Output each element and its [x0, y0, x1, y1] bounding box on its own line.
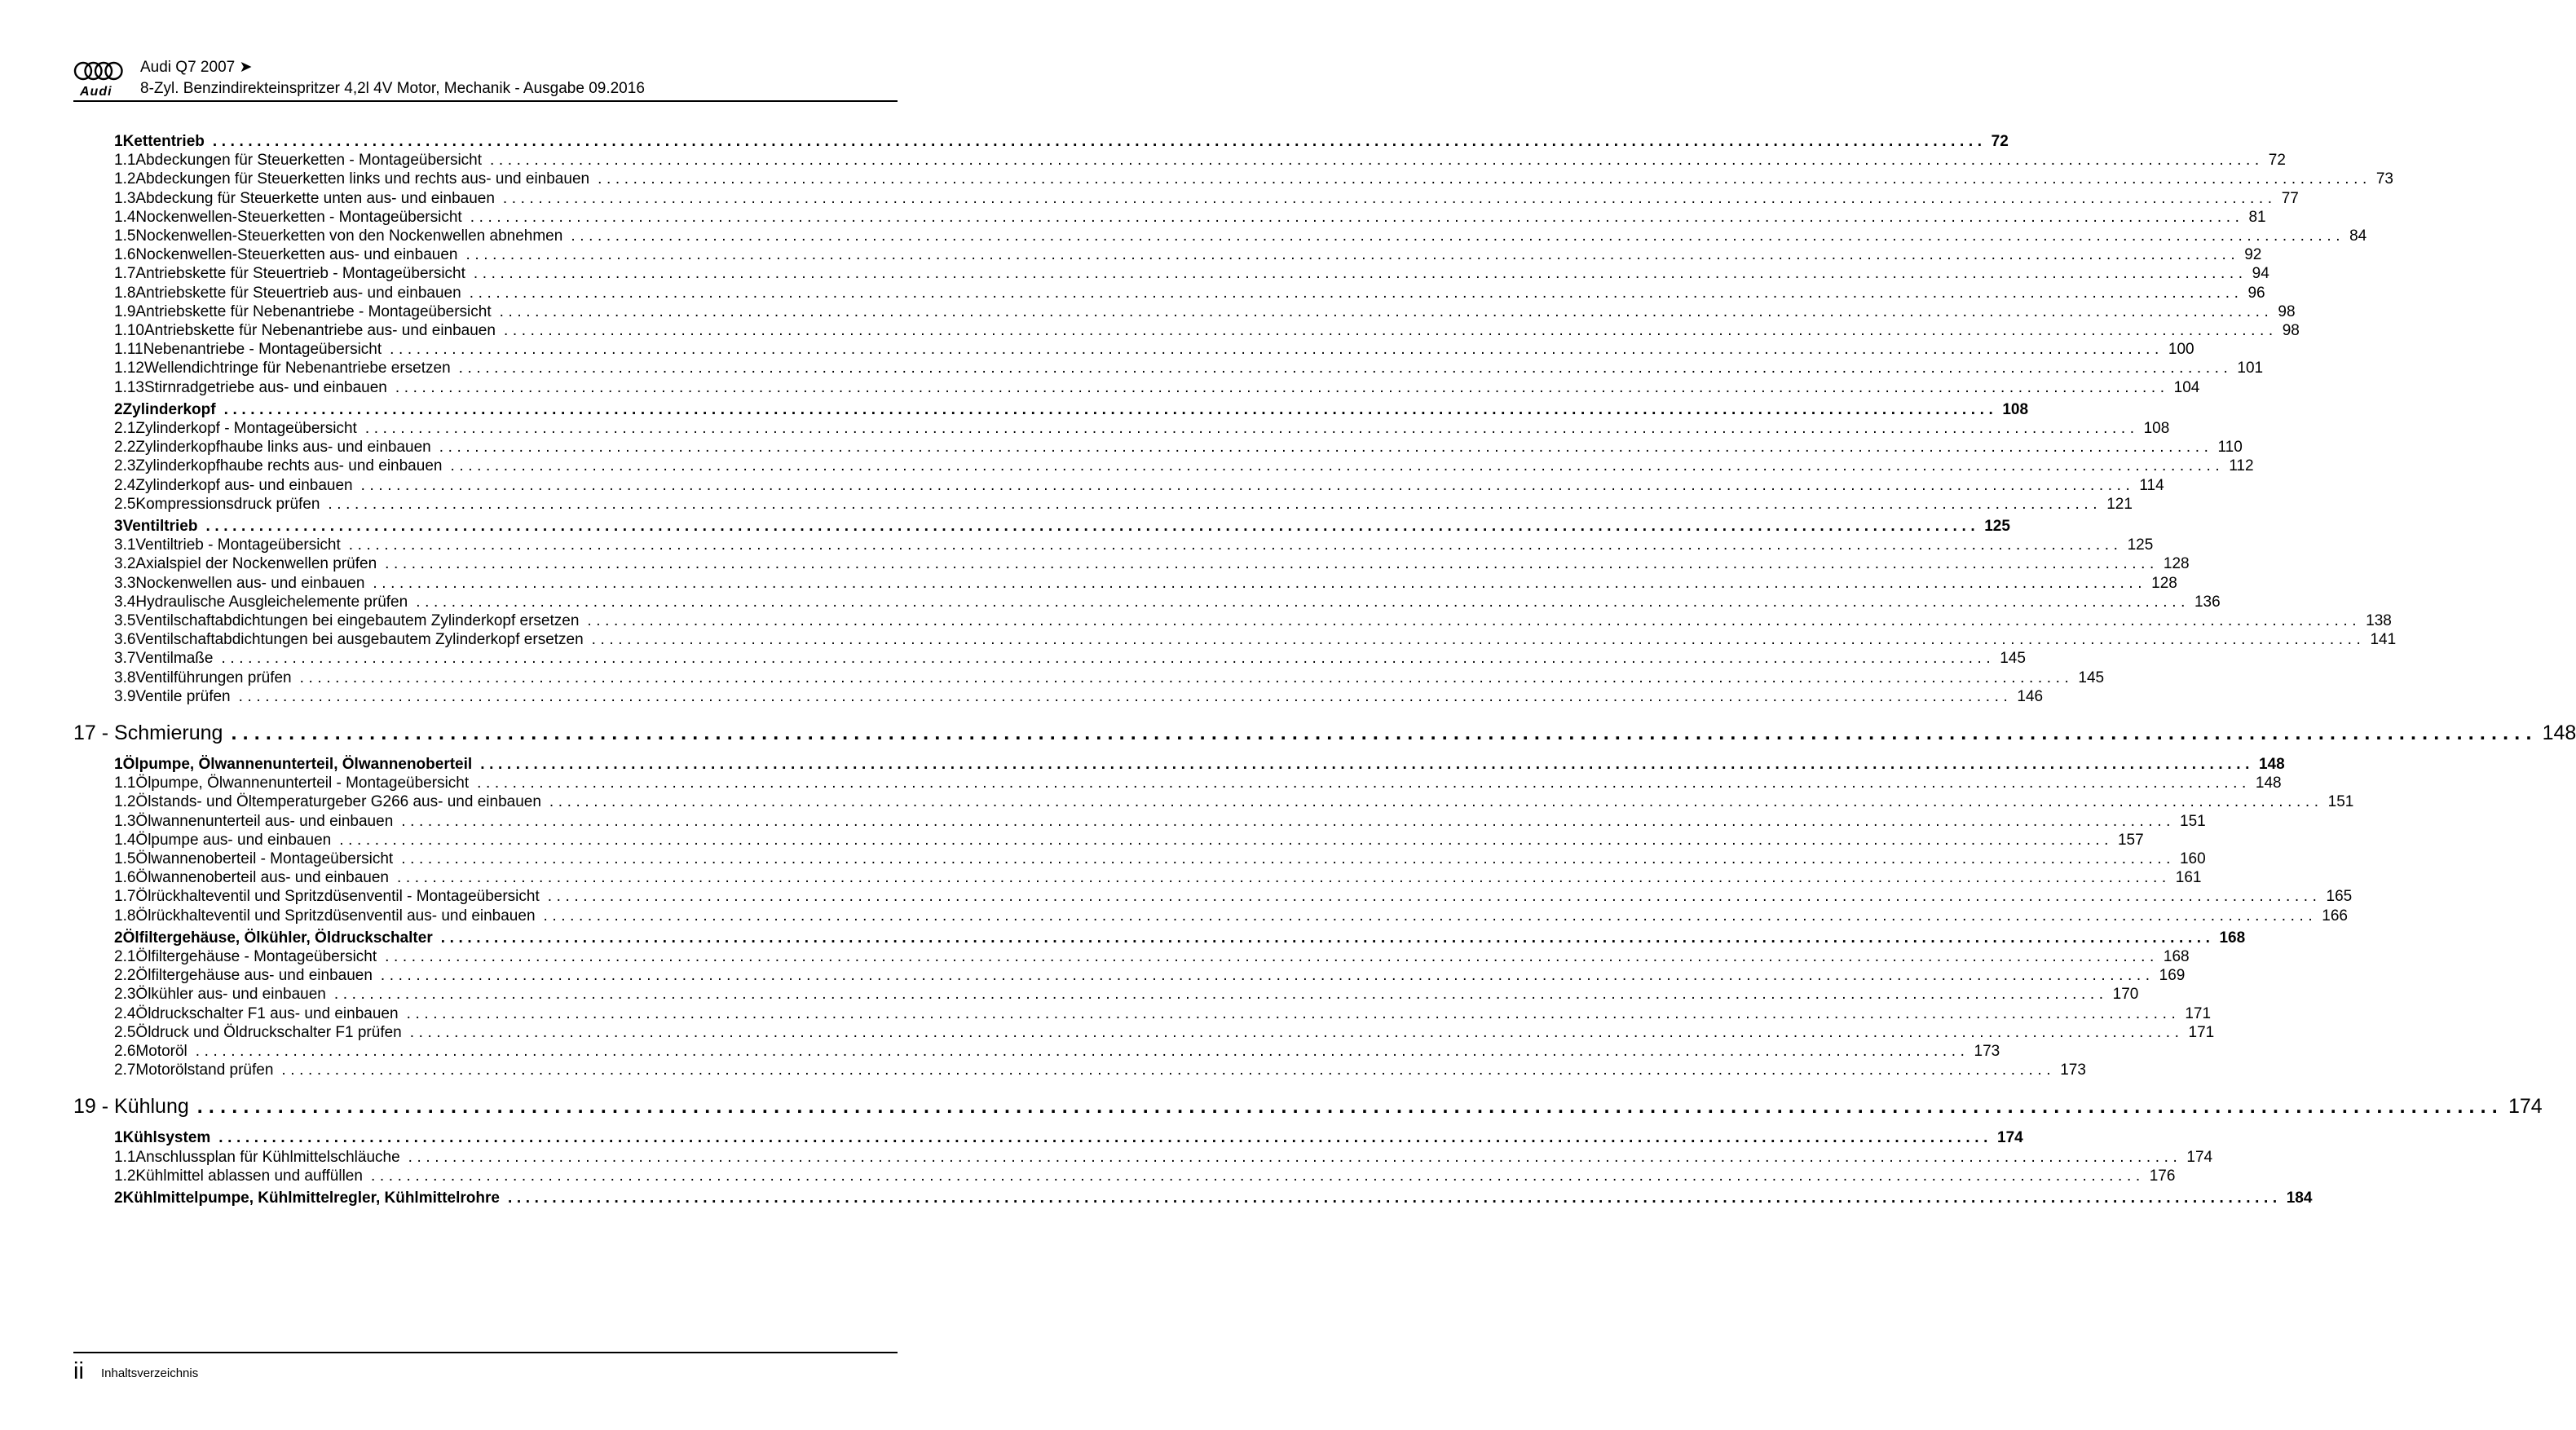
toc-title: Abdeckungen für Steuerketten - Montageübersicht — [135, 152, 483, 170]
toc-page-number: 141 — [2370, 631, 2397, 649]
toc-number: 1.2 — [114, 1167, 136, 1185]
toc-entry[interactable] — [114, 1023, 2215, 1045]
toc-title: Abdeckung für Steuerkette unten aus- und einbauen — [135, 189, 495, 207]
toc-entry[interactable] — [114, 967, 2186, 988]
toc-number: 3.1 — [114, 536, 136, 554]
toc-entry[interactable] — [114, 495, 2133, 517]
toc-entry[interactable] — [114, 1043, 2000, 1064]
toc-number: 2.2 — [114, 439, 136, 457]
toc-title: Zylinderkopf - Montageübersicht — [135, 420, 357, 437]
toc-leader-dots: ........................................................................................................................................................................................................ — [480, 756, 2254, 773]
toc-number: 1.1 — [114, 1148, 136, 1166]
toc-leader-dots: ........................................................................................................................................................................................................ — [401, 850, 2175, 867]
toc-title: Ventilmaße — [135, 650, 214, 668]
toc-page-number: 101 — [2237, 360, 2264, 377]
toc-number: 3.4 — [114, 593, 136, 611]
toc-entry[interactable] — [114, 476, 2164, 498]
toc-entry[interactable] — [114, 152, 2286, 173]
toc-title: Kühlmittel ablassen und auffüllen — [135, 1167, 363, 1185]
toc-number: 3.7 — [114, 650, 136, 668]
toc-page-number: 98 — [2282, 322, 2300, 339]
toc-title: Ölpumpe, Ölwannenunterteil, Ölwannenoberteil — [122, 756, 473, 773]
toc-page-number: 176 — [2149, 1167, 2176, 1185]
toc-page-number: 112 — [2229, 457, 2254, 475]
toc-title: Axialspiel der Nockenwellen prüfen — [135, 555, 377, 573]
document-model-title: Audi Q7 2007 ➤ — [140, 59, 253, 76]
toc-title: Ventilschaftabdichtungen bei ausgebautem Zylinderkopf ersetzen — [135, 631, 584, 649]
toc-page-number: 73 — [2375, 170, 2393, 188]
toc-title: Wellendichtringe für Nebenantriebe ersetzen — [143, 360, 451, 377]
toc-number: 3.6 — [114, 631, 136, 649]
toc-title: Antriebskette für Nebenantriebe - Montageübersicht — [135, 302, 492, 320]
toc-number: 1.6 — [114, 246, 136, 264]
toc-entry[interactable] — [114, 189, 2299, 211]
toc-number: 1 — [114, 1129, 123, 1147]
toc-title: Ölfiltergehäuse, Ölkühler, Öldruckschalter — [122, 929, 433, 947]
toc-number: 3.2 — [114, 555, 136, 573]
toc-leader-dots: ........................................................................................................................................................................................................ — [465, 246, 2240, 264]
toc-entry[interactable] — [114, 246, 2262, 267]
toc-leader-dots: ........................................................................................................................................................................................................ — [231, 722, 2538, 744]
toc-number: 1.8 — [114, 907, 136, 925]
toc-page-number: 184 — [2286, 1189, 2313, 1207]
toc-leader-dots: ........................................................................................................................................................................................................ — [223, 400, 1998, 418]
toc-leader-dots: ........................................................................................................................................................................................................ — [591, 631, 2366, 649]
toc-title: Nockenwellen-Steuerketten aus- und einbauen — [135, 246, 458, 264]
toc-leader-dots: ........................................................................................................................................................................................................ — [406, 1004, 2181, 1022]
toc-page-number: 174 — [2186, 1148, 2213, 1166]
toc-title: Ventile prüfen — [135, 687, 231, 705]
toc-entry[interactable] — [114, 775, 2282, 796]
toc-page-number: 165 — [2326, 888, 2353, 906]
toc-title: Ölwannenoberteil aus- und einbauen — [135, 869, 389, 887]
toc-chapter[interactable] — [73, 1095, 2543, 1123]
toc-entry[interactable] — [114, 536, 2154, 558]
toc-title: Anschlussplan für Kühlmittelschläuche — [135, 1148, 400, 1166]
toc-title: Ventiltrieb - Montageübersicht — [135, 536, 341, 554]
toc-leader-dots: ........................................................................................................................................................................................................ — [543, 907, 2318, 925]
toc-page-number: 128 — [2163, 555, 2190, 573]
toc-leader-dots: ........................................................................................................................................................................................................ — [547, 888, 2322, 906]
toc-entry[interactable] — [114, 687, 2044, 709]
toc-number: 3.9 — [114, 687, 136, 705]
toc-page-number: 146 — [2017, 687, 2044, 705]
toc-leader-dots: ........................................................................................................................................................................................................ — [339, 831, 2113, 849]
toc-title: Antriebskette für Nebenantriebe aus- und einbauen — [143, 322, 496, 339]
toc-entry[interactable] — [114, 227, 2367, 249]
toc-page-number: 171 — [2185, 1004, 2212, 1022]
toc-leader-dots: ........................................................................................................................................................................................................ — [507, 1189, 2282, 1207]
toc-title: Ventilführungen prüfen — [135, 669, 292, 686]
toc-number: 1.9 — [114, 302, 136, 320]
toc-entry[interactable] — [114, 322, 2300, 343]
toc-leader-dots: ........................................................................................................................................................................................................ — [408, 1148, 2182, 1166]
toc-number: 2.2 — [114, 967, 136, 985]
toc-number: 1 — [114, 133, 123, 150]
toc-page-number: 168 — [2163, 948, 2190, 965]
toc-leader-dots: ........................................................................................................................................................................................................ — [238, 687, 2013, 705]
toc-leader-dots: ........................................................................................................................................................................................................ — [328, 495, 2102, 513]
toc-entry[interactable] — [114, 650, 2026, 671]
toc-title: Kettentrieb — [122, 133, 205, 150]
toc-title: Ventilschaftabdichtungen bei eingebautem Zylinderkopf ersetzen — [135, 612, 580, 629]
toc-leader-dots: ........................................................................................................................................................................................................ — [401, 812, 2176, 830]
toc-leader-dots: ........................................................................................................................................................................................................ — [450, 457, 2225, 475]
toc-leader-dots: ........................................................................................................................................................................................................ — [385, 555, 2159, 573]
toc-title: Ölstands- und Öltemperaturgeber G266 aus- und einbauen — [135, 793, 541, 811]
toc-leader-dots: ........................................................................................................................................................................................................ — [370, 1167, 2145, 1185]
toc-title: Antriebskette für Steuertrieb - Montageübersicht — [135, 265, 465, 283]
toc-number: 1.3 — [114, 812, 136, 830]
toc-entry[interactable] — [114, 907, 2348, 929]
toc-entry[interactable] — [114, 669, 2105, 691]
toc-page-number: 92 — [2244, 246, 2262, 264]
toc-entry[interactable] — [114, 1167, 2176, 1189]
toc-title: Kompressionsdruck prüfen — [135, 495, 320, 513]
footer-divider — [73, 1352, 898, 1353]
toc-leader-dots: ........................................................................................................................................................................................................ — [396, 869, 2171, 887]
toc-leader-dots: ........................................................................................................................................................................................................ — [503, 322, 2278, 339]
toc-entry[interactable] — [114, 208, 2266, 230]
toc-title: Öldruckschalter F1 aus- und einbauen — [135, 1004, 399, 1022]
toc-leader-dots: ........................................................................................................................................................................................................ — [390, 341, 2164, 359]
toc-page-number: 77 — [2281, 189, 2299, 207]
toc-title: Kühlmittelpumpe, Kühlmittelregler, Kühlmittelrohre — [122, 1189, 500, 1207]
toc-page-number: 108 — [2002, 400, 2029, 418]
toc-title: Motoröl — [135, 1043, 187, 1060]
toc-section[interactable] — [114, 1189, 2313, 1211]
toc-entry[interactable] — [114, 1061, 2086, 1083]
toc-page-number: 104 — [2173, 378, 2200, 396]
toc-number: 2.7 — [114, 1061, 136, 1079]
page-header — [73, 57, 898, 101]
toc-title: Motorölstand prüfen — [135, 1061, 274, 1079]
toc-page-number: 84 — [2349, 227, 2367, 245]
toc-leader-dots: ........................................................................................................................................................................................................ — [439, 439, 2213, 457]
toc-title: Nockenwellen aus- und einbauen — [135, 574, 365, 592]
toc-page-number: 166 — [2322, 907, 2348, 925]
toc-title: Zylinderkopf — [122, 400, 216, 418]
toc-entry[interactable] — [114, 302, 2296, 324]
toc-page-number: 136 — [2194, 593, 2221, 611]
toc-number: 3.8 — [114, 669, 136, 686]
toc-leader-dots: ........................................................................................................................................................................................................ — [348, 536, 2123, 554]
toc-leader-dots: ........................................................................................................................................................................................................ — [212, 133, 1987, 150]
toc-number: 3.5 — [114, 612, 136, 629]
toc-leader-dots: ........................................................................................................................................................................................................ — [571, 227, 2345, 245]
toc-entry[interactable] — [114, 265, 2269, 286]
toc-entry[interactable] — [114, 1148, 2213, 1170]
toc-page-number: 128 — [2151, 574, 2177, 592]
toc-page-number: 157 — [2117, 831, 2144, 849]
toc-entry[interactable] — [114, 574, 2177, 596]
toc-page-number: 169 — [2159, 967, 2186, 985]
toc-page-number: 121 — [2106, 495, 2133, 513]
toc-number: 2 — [114, 1189, 123, 1207]
toc-page-number: 174 — [1997, 1129, 2023, 1147]
toc-number: 1.2 — [114, 170, 136, 188]
toc-number: 2.6 — [114, 1043, 136, 1060]
toc-title: Zylinderkopfhaube rechts aus- und einbauen — [135, 457, 443, 475]
toc-chapter[interactable] — [73, 722, 2576, 749]
toc-page-number: 96 — [2247, 284, 2265, 302]
toc-title: Nebenantriebe - Montageübersicht — [143, 341, 382, 359]
toc-number: 2.4 — [114, 1004, 136, 1022]
toc-number: 1.10 — [114, 322, 144, 339]
toc-page-number: 138 — [2366, 612, 2392, 629]
toc-leader-dots: ........................................................................................................................................................................................................ — [364, 420, 2139, 437]
toc-page-number: 108 — [2143, 420, 2170, 437]
toc-page-number: 174 — [2508, 1095, 2543, 1119]
toc-number: 2 — [114, 929, 123, 947]
toc-page-number: 114 — [2139, 476, 2164, 494]
brand-wordmark: Audi — [80, 85, 112, 99]
toc-number: 1.4 — [114, 831, 136, 849]
toc-page-number: 148 — [2255, 775, 2282, 792]
toc-title: Stirnradgetriebe aus- und einbauen — [143, 378, 387, 396]
toc-page-number: 72 — [1991, 133, 2009, 150]
toc-entry[interactable] — [114, 986, 2139, 1007]
toc-page-number: 81 — [2248, 208, 2266, 226]
toc-section[interactable] — [114, 756, 2285, 777]
toc-leader-dots: ........................................................................................................................................................................................................ — [598, 170, 2371, 188]
toc-number: 1 — [114, 756, 123, 773]
toc-entry[interactable] — [114, 793, 2354, 814]
toc-title: 17 - Schmierung — [73, 722, 223, 744]
toc-section[interactable] — [114, 929, 2246, 951]
toc-page-number: 168 — [2219, 929, 2246, 947]
toc-number: 3 — [114, 518, 123, 535]
toc-leader-dots: ........................................................................................................................................................................................................ — [587, 612, 2362, 629]
toc-entry[interactable] — [114, 420, 2170, 441]
toc-leader-dots: ........................................................................................................................................................................................................ — [385, 948, 2159, 965]
toc-number: 1.5 — [114, 227, 136, 245]
toc-leader-dots: ........................................................................................................................................................................................................ — [490, 152, 2264, 170]
toc-entry[interactable] — [114, 812, 2206, 834]
toc-page-number: 145 — [2000, 650, 2026, 668]
toc-entry[interactable] — [114, 948, 2190, 969]
toc-page-number: 100 — [2168, 341, 2194, 359]
toc-title: Hydraulische Ausgleichelemente prüfen — [135, 593, 408, 611]
toc-entry[interactable] — [114, 831, 2144, 853]
toc-leader-dots: ........................................................................................................................................................................................................ — [196, 1095, 2503, 1119]
toc-section[interactable] — [114, 133, 2009, 154]
toc-leader-dots: ........................................................................................................................................................................................................ — [333, 986, 2108, 1004]
toc-page-number: 125 — [1984, 518, 2010, 535]
toc-number: 1.1 — [114, 775, 136, 792]
audi-logo — [73, 60, 124, 100]
toc-page-number: 173 — [2060, 1061, 2086, 1079]
toc-entry[interactable] — [114, 284, 2265, 306]
toc-leader-dots: ........................................................................................................................................................................................................ — [477, 775, 2251, 792]
toc-title: Ölrückhalteventil und Spritzdüsenventil aus- und einbauen — [135, 907, 536, 925]
toc-page-number: 94 — [2252, 265, 2269, 283]
toc-leader-dots: ........................................................................................................................................................................................................ — [458, 360, 2233, 377]
toc-section[interactable] — [114, 1129, 2023, 1150]
toc-title: Ölfiltergehäuse aus- und einbauen — [135, 967, 373, 985]
document-subtitle: 8-Zyl. Benzindirekteinspritzer 4,2l 4V Motor, Mechanik - Ausgabe 09.2016 — [140, 80, 645, 97]
toc-entry[interactable] — [114, 360, 2264, 381]
toc-number: 1.5 — [114, 850, 136, 867]
toc-leader-dots: ........................................................................................................................................................................................................ — [469, 284, 2243, 302]
toc-section[interactable] — [114, 518, 2010, 539]
toc-page-number: 161 — [2175, 869, 2202, 887]
toc-number: 1.12 — [114, 360, 144, 377]
toc-page-number: 171 — [2188, 1023, 2215, 1041]
toc-leader-dots: ........................................................................................................................................................................................................ — [440, 929, 2215, 947]
toc-page-number: 110 — [2217, 439, 2243, 457]
toc-entry[interactable] — [114, 612, 2392, 633]
toc-number: 1.13 — [114, 378, 144, 396]
toc-title: Nockenwellen-Steuerketten von den Nockenwellen abnehmen — [135, 227, 563, 245]
toc-leader-dots: ........................................................................................................................................................................................................ — [416, 593, 2190, 611]
toc-leader-dots: ........................................................................................................................................................................................................ — [409, 1023, 2184, 1041]
toc-leader-dots: ........................................................................................................................................................................................................ — [473, 265, 2247, 283]
toc-title: Zylinderkopf aus- und einbauen — [135, 476, 353, 494]
toc-title: Zylinderkopfhaube links aus- und einbauen — [135, 439, 431, 457]
header-divider — [73, 100, 898, 102]
toc-leader-dots: ........................................................................................................................................................................................................ — [380, 967, 2155, 985]
toc-title: Kühlsystem — [122, 1129, 211, 1147]
toc-leader-dots: ........................................................................................................................................................................................................ — [373, 574, 2147, 592]
toc-page-number: 173 — [1974, 1043, 2000, 1060]
toc-number: 1.11 — [114, 341, 143, 359]
toc-number: 1.3 — [114, 189, 136, 207]
toc-leader-dots: ........................................................................................................................................................................................................ — [549, 793, 2323, 811]
toc-page-number: 72 — [2268, 152, 2286, 170]
toc-entry[interactable] — [114, 850, 2206, 872]
toc-title: Ölpumpe, Ölwannenunterteil - Montageübersicht — [135, 775, 470, 792]
audi-rings-icon — [73, 60, 124, 84]
toc-title: Öldruck und Öldruckschalter F1 prüfen — [135, 1023, 402, 1041]
toc-leader-dots: ........................................................................................................................................................................................................ — [221, 650, 1996, 668]
toc-entry[interactable] — [114, 869, 2202, 890]
toc-section[interactable] — [114, 400, 2029, 422]
toc-leader-dots: ........................................................................................................................................................................................................ — [218, 1129, 1993, 1147]
toc-number: 2.5 — [114, 495, 136, 513]
footer-section-label: Inhaltsverzeichnis — [101, 1366, 199, 1380]
toc-number: 2.3 — [114, 986, 136, 1004]
toc-entry[interactable] — [114, 1004, 2212, 1026]
toc-number: 2.1 — [114, 948, 136, 965]
toc-title: Abdeckungen für Steuerketten links und rechts aus- und einbauen — [135, 170, 590, 188]
toc-page-number: 145 — [2078, 669, 2105, 686]
toc-title: Ölwannenunterteil aus- und einbauen — [135, 812, 394, 830]
toc-leader-dots: ........................................................................................................................................................................................................ — [502, 189, 2277, 207]
toc-number: 2.5 — [114, 1023, 136, 1041]
toc-title: Ölrückhalteventil und Spritzdüsenventil - Montageübersicht — [135, 888, 540, 906]
toc-page-number: 125 — [2127, 536, 2154, 554]
toc-title: Ölpumpe aus- und einbauen — [135, 831, 332, 849]
toc-page-number: 170 — [2112, 986, 2139, 1004]
toc-number: 1.6 — [114, 869, 136, 887]
toc-entry[interactable] — [114, 555, 2190, 576]
toc-entry[interactable] — [114, 593, 2221, 615]
toc-number: 2.3 — [114, 457, 136, 475]
toc-leader-dots: ........................................................................................................................................................................................................ — [360, 476, 2135, 494]
page-number: ii — [73, 1358, 84, 1384]
toc-title: Ölwannenoberteil - Montageübersicht — [135, 850, 394, 867]
toc-page-number: 151 — [2327, 793, 2354, 811]
toc-number: 2.1 — [114, 420, 136, 437]
toc-number: 2.4 — [114, 476, 136, 494]
toc-title: Ölkühler aus- und einbauen — [135, 986, 326, 1004]
toc-leader-dots: ........................................................................................................................................................................................................ — [499, 302, 2274, 320]
toc-number: 1.1 — [114, 152, 136, 170]
toc-title: Nockenwellen-Steuerketten - Montageübersicht — [135, 208, 462, 226]
toc-number: 1.2 — [114, 793, 136, 811]
toc-page-number: 148 — [2258, 756, 2285, 773]
toc-number: 1.7 — [114, 265, 136, 283]
toc-entry[interactable] — [114, 378, 2200, 400]
toc-title: Ventiltrieb — [122, 518, 198, 535]
toc-page-number: 148 — [2542, 722, 2576, 744]
toc-leader-dots: ........................................................................................................................................................................................................ — [395, 378, 2169, 396]
toc-entry[interactable] — [114, 439, 2243, 460]
toc-page-number: 160 — [2179, 850, 2206, 867]
toc-number: 3.3 — [114, 574, 136, 592]
toc-leader-dots: ........................................................................................................................................................................................................ — [195, 1043, 1969, 1060]
toc-number: 1.7 — [114, 888, 136, 906]
toc-title: 19 - Kühlung — [73, 1095, 189, 1119]
toc-page-number: 151 — [2180, 812, 2206, 830]
toc-leader-dots: ........................................................................................................................................................................................................ — [205, 518, 1980, 535]
toc-number: 2 — [114, 400, 123, 418]
toc-entry[interactable] — [114, 341, 2194, 362]
toc-entry[interactable] — [114, 631, 2397, 652]
toc-leader-dots: ........................................................................................................................................................................................................ — [299, 669, 2074, 686]
toc-page-number: 98 — [2278, 302, 2296, 320]
toc-entry[interactable] — [114, 888, 2353, 909]
toc-entry[interactable] — [114, 457, 2254, 479]
toc-number: 1.8 — [114, 284, 136, 302]
toc-leader-dots: ........................................................................................................................................................................................................ — [470, 208, 2244, 226]
toc-entry[interactable] — [114, 170, 2393, 192]
toc-title: Ölfiltergehäuse - Montageübersicht — [135, 948, 377, 965]
toc-leader-dots: ........................................................................................................................................................................................................ — [281, 1061, 2056, 1079]
toc-number: 1.4 — [114, 208, 136, 226]
toc-title: Antriebskette für Steuertrieb aus- und einbauen — [135, 284, 461, 302]
